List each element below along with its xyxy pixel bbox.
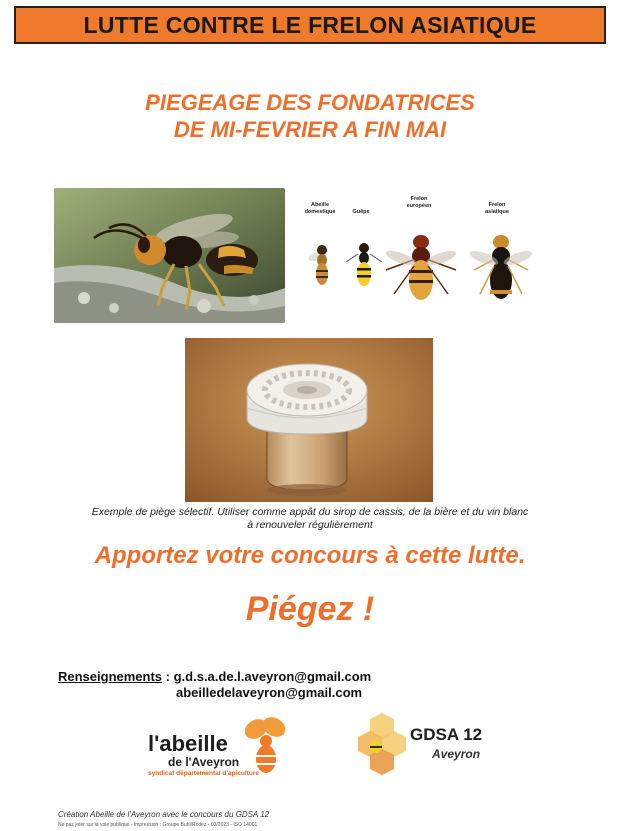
- label-frelon-asiatique: Frelon asiatique: [485, 202, 509, 215]
- gdsa-logo: GDSA 12 Aveyron: [350, 713, 500, 783]
- header-banner: [14, 6, 606, 44]
- page-title: LUTTE CONTRE LE FRELON ASIATIQUE: [83, 11, 537, 38]
- subtitle-line-2: DE MI-FEVRIER A FIN MAI: [173, 117, 447, 142]
- call-to-action: Apportez votre concours à cette lutte.: [94, 542, 526, 569]
- insect-comparison: [296, 196, 536, 314]
- bee-logo-icon: [236, 713, 296, 775]
- honeycomb-icon: [350, 713, 414, 779]
- trap-caption: Exemple de piège sélectif. Utiliser comme appât du sirop de cassis, de la bière et du vin blanc à renouveler régulièrement: [91, 506, 529, 531]
- bee-icon: [307, 245, 329, 285]
- label-guepe: Guêpe: [352, 209, 370, 215]
- hornet-photo: [54, 188, 285, 323]
- contact-label: Renseignements: [58, 669, 163, 684]
- label-abeille: Abeille domestique: [304, 202, 336, 215]
- asian-hornet-icon: [468, 235, 534, 299]
- subtitle-line-1: PIEGEAGE DES FONDATRICES: [145, 90, 475, 115]
- trap-photo: [185, 338, 433, 502]
- label-frelon-europeen: Frelon européen: [406, 196, 432, 209]
- contact-block: Renseignements : g.d.s.a.de.l.aveyron@gmail.com abeilledelaveyron@gmail.com: [58, 669, 372, 700]
- email-link-2[interactable]: abeilledelaveyron@gmail.com: [176, 685, 363, 700]
- email-link-1[interactable]: g.d.s.a.de.l.aveyron@gmail.com: [173, 669, 372, 684]
- abeille-logo: l'abeille de l'Aveyron syndicat départemental d'apiculture: [148, 713, 298, 783]
- credit-line: Création Abeille de l'Aveyron avec le concours du GDSA 12: [58, 810, 270, 819]
- european-hornet-icon: [384, 235, 457, 300]
- action-headline: Piégez !: [245, 590, 375, 628]
- fine-print: Ne pas jeter sur la voie publique - Impression : Groupe Buhl/Rodez - 03/2023 - ISO 14001: [58, 822, 258, 828]
- wasp-icon: [346, 243, 382, 286]
